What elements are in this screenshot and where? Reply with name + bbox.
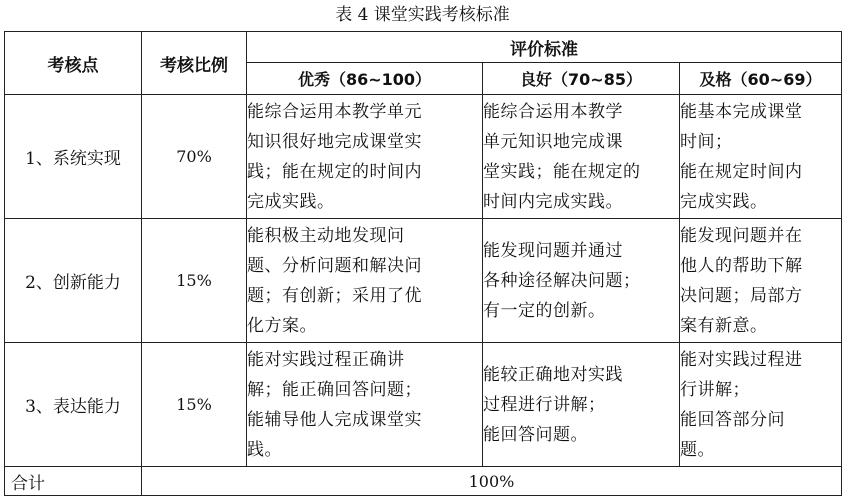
criteria-text: 能积极主动地发现问 题、分析问题和解决问 题；有创新；采用了优 化方案。 [247, 225, 422, 336]
cell-excellent [247, 343, 483, 467]
criteria-text: 能发现问题并在 他人的帮助下解 决问题；局部方 案有新意。 [680, 225, 803, 336]
cell-good [483, 95, 680, 219]
cell-pass [680, 343, 842, 467]
total-label: 合计 [5, 467, 142, 496]
header-level-pass: 及格（60~69） [680, 63, 842, 95]
criteria-text: 能对实践过程正确讲 解；能正确回答问题； 能辅导他人完成课堂实 践。 [247, 349, 422, 460]
row-ratio: 15% [142, 219, 247, 343]
cell-pass [680, 95, 842, 219]
table-row [5, 95, 842, 219]
criteria-text: 能对实践过程进 行讲解； 能回答部分问 题。 [680, 349, 803, 460]
header-ratio: 考核比例 [142, 32, 247, 95]
cell-good [483, 343, 680, 467]
header-level-excellent: 优秀（86~100） [247, 63, 483, 95]
row-item: 1、系统实现 [5, 95, 142, 219]
header-level-good: 良好（70~85） [483, 63, 680, 95]
criteria-text: 能较正确地对实践 过程进行讲解； 能回答问题。 [483, 364, 623, 445]
header-criteria: 评价标准 [247, 32, 842, 63]
criteria-text: 能基本完成课堂 时间； 能在规定时间内 完成实践。 [680, 101, 803, 212]
criteria-text: 能发现问题并通过 各种途径解决问题； 有一定的创新。 [483, 240, 641, 321]
criteria-text: 能综合运用本教学单元 知识很好地完成课堂实 践；能在规定的时间内 完成实践。 [247, 101, 422, 212]
total-row [5, 467, 842, 496]
cell-excellent [247, 95, 483, 219]
total-value: 100% [142, 467, 842, 496]
row-item: 3、表达能力 [5, 343, 142, 467]
table-row [5, 343, 842, 467]
row-item: 2、创新能力 [5, 219, 142, 343]
table-caption: 表 4 课堂实践考核标准 [335, 5, 510, 25]
cell-excellent [247, 219, 483, 343]
cell-good [483, 219, 680, 343]
criteria-text: 能综合运用本教学 单元知识地完成课 堂实践；能在规定的 时间内完成实践。 [483, 101, 641, 212]
assessment-table [4, 31, 842, 496]
table-row [5, 219, 842, 343]
header-item: 考核点 [5, 32, 142, 95]
row-ratio: 70% [142, 95, 247, 219]
row-ratio: 15% [142, 343, 247, 467]
header-row [5, 32, 842, 63]
cell-pass [680, 219, 842, 343]
